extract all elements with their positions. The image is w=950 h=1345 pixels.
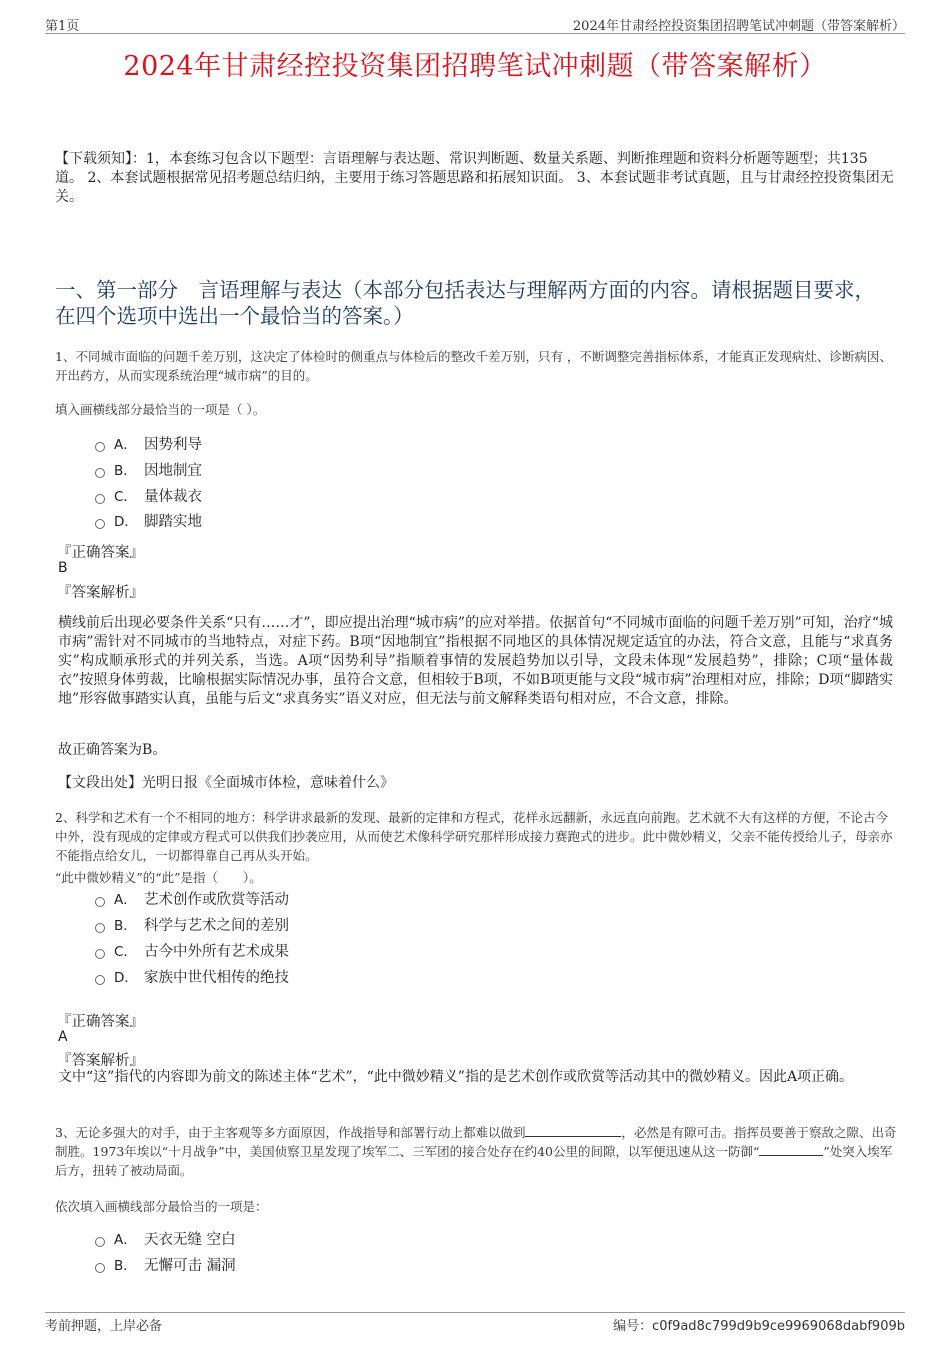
radio-icon[interactable]	[95, 519, 105, 529]
question-2-option-c[interactable]: C． 古今中外所有艺术成果	[95, 941, 289, 963]
question-1-stem: 1、不同城市面临的问题千差万别，这决定了体检时的侧重点与体检后的整改千差万别，只有 ，不断调整完善指标体系，才能真正发现病灶、诊断病因、开出药方，从而实现系统治理“城市病”的目的。	[55, 349, 892, 383]
question-2-answer-label: 『正确答案』	[57, 1014, 144, 1030]
radio-icon[interactable]	[95, 494, 105, 504]
question-3-prompt: 依次填入画横线部分最恰当的一项是：	[55, 1199, 268, 1214]
radio-icon[interactable]	[95, 975, 105, 985]
question-3-option-a[interactable]: A． 天衣无缝 空白	[95, 1229, 236, 1251]
download-notice: 【下载须知】：1，本套练习包含以下题型：言语理解与表达题、常识判断题、数量关系题、判断推理题和资料分析题等题型；共135道。 2、本套试题根据常见招考题总结归纳，主要用于练习答题思路和拓展知识面。 3、本套试题非考试真题，且与甘肃经控投资集团无关。	[55, 151, 894, 205]
question-1-conclusion: 故正确答案为B。	[58, 742, 167, 758]
radio-icon[interactable]	[95, 897, 105, 907]
footer-divider	[45, 1312, 905, 1313]
radio-icon[interactable]	[95, 442, 105, 452]
header-divider	[45, 33, 905, 34]
question-2-option-b[interactable]: B． 科学与艺术之间的差别	[95, 915, 289, 937]
question-1-answer-label: 『正确答案』	[57, 545, 144, 561]
section-heading: 一、第一部分 言语理解与表达（本部分包括表达与理解两方面的内容。请根据题目要求，在四个选项中选出一个最恰当的答案。）	[55, 278, 875, 328]
question-1-answer: B	[58, 560, 68, 576]
question-1-prompt: 填入画横线部分最恰当的一项是（ ）。	[55, 402, 266, 417]
footer-slogan: 考前押题，上岸必备	[45, 1319, 163, 1334]
question-1-source: 【文段出处】光明日报《全面城市体检，意味着什么》	[58, 775, 394, 791]
question-2-prompt: “此中微妙精义”的“此”是指（ ）。	[55, 870, 262, 885]
question-2-analysis-label: 『答案解析』	[57, 1053, 144, 1069]
radio-icon[interactable]	[95, 1237, 105, 1247]
fill-blank-1	[525, 1124, 621, 1137]
document-title: 2024年甘肃经控投资集团招聘笔试冲刺题（带答案解析）	[123, 51, 827, 82]
radio-icon[interactable]	[95, 1263, 105, 1273]
question-1-option-c[interactable]: C． 量体裁衣	[95, 486, 202, 508]
question-2-stem: 2、科学和艺术有一个不相同的地方：科学讲求最新的发现、最新的定律和方程式，花样永远翻新，永远直向前跑。艺术就不大有这样的方便，不论古今中外，没有现成的定律或方程式可以供我们抄袭应用，从而使艺术像科学研究那样形成接力赛跑式的进步。此中微妙精义，父亲不能传授给儿子，母亲亦不能指点给女儿，一切都得靠自己再从头开始。	[55, 810, 893, 863]
radio-icon[interactable]	[95, 468, 105, 478]
question-2-option-a[interactable]: A． 艺术创作或欣赏等活动	[95, 889, 289, 911]
question-1-option-d[interactable]: D． 脚踏实地	[95, 511, 202, 533]
radio-icon[interactable]	[95, 923, 105, 933]
running-header-title: 2024年甘肃经控投资集团招聘笔试冲刺题（带答案解析）	[572, 19, 905, 34]
question-2-analysis: 文中“这”指代的内容即为前文的陈述主体“艺术”，“此中微妙精义”指的是艺术创作或欣赏等活动其中的微妙精义。因此A项正确。	[58, 1069, 854, 1085]
fill-blank-2	[759, 1143, 823, 1156]
radio-icon[interactable]	[95, 949, 105, 959]
question-3-stem: 3、无论多强大的对手，由于主客观等多方面原因，作战指导和部署行动上都难以做到 ，必然是有隙可击。指挥员要善于察敌之隙、出奇制胜。1973年埃以“十月战争”中，美国侦察卫星发现了埃军二、三军团的接合处存在约40公里的间隙，以军便迅速从这一防御“ ”处突入埃军后方，扭转了被动局面。	[55, 1125, 897, 1178]
question-1-option-a[interactable]: A． 因势利导	[95, 434, 202, 456]
question-1-analysis-label: 『答案解析』	[57, 585, 144, 601]
question-1-analysis: 横线前后出现必要条件关系“只有……才”，即应提出治理“城市病”的应对举措。依据首句“不同城市面临的问题千差万别”可知，治疗“城市病”需针对不同城市的当地特点，对症下药。B项“因地制宜”指根据不同地区的具体情况规定适宜的办法，符合文意，且能与“求真务实”构成顺承形式的并列关系，当选。A项“因势利导”指顺着事情的发展趋势加以引导，文段未体现“发展趋势”，排除；C项“量体裁衣”按照身体剪裁，比喻根据实际情况办事，虽符合文意，但相较于B项，不如B项更能与文段“城市病”治理相对应，排除；D项“脚踏实地”形容做事踏实认真，虽能与后文“求真务实”语义对应，但无法与前文解释类语句相对应，不合文意，排除。	[58, 615, 893, 707]
question-2-option-d[interactable]: D． 家族中世代相传的绝技	[95, 967, 289, 989]
question-1-option-b[interactable]: B． 因地制宜	[95, 460, 202, 482]
page-number: 第1页	[45, 19, 80, 34]
footer-code: 编号：c0f9ad8c799d9b9ce9969068dabf909b	[613, 1319, 905, 1334]
question-2-answer: A	[58, 1029, 68, 1045]
question-3-option-b[interactable]: B． 无懈可击 漏洞	[95, 1255, 236, 1277]
